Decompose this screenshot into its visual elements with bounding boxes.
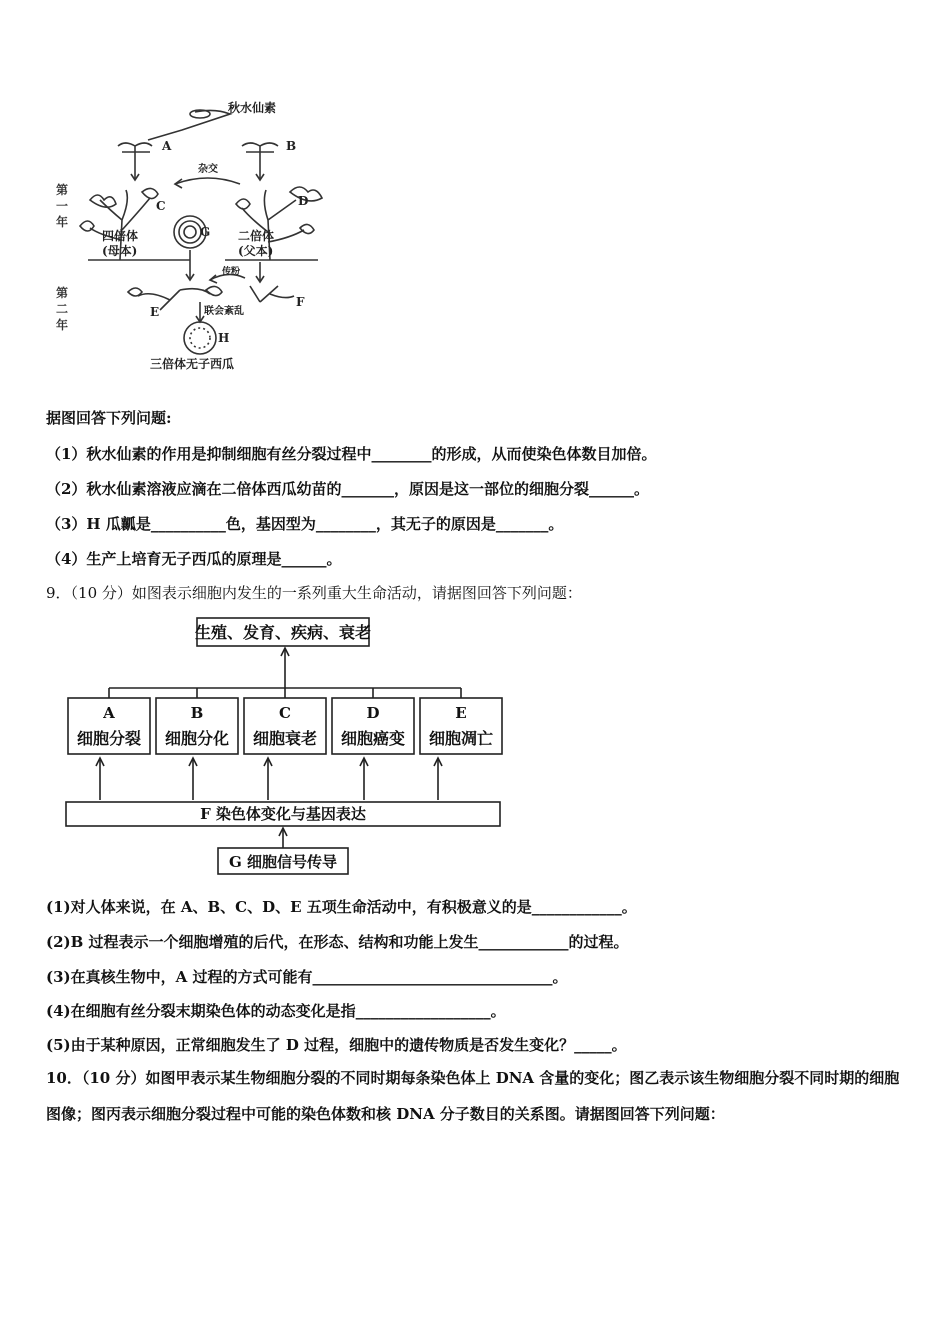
box-e-letter: E bbox=[455, 704, 467, 722]
q8-part1: （1）秋水仙素的作用是抑制细胞有丝分裂过程中________的形成，从而使染色体数目加倍。 bbox=[46, 445, 657, 463]
box-b-label: 细胞分化 bbox=[164, 729, 230, 748]
label-a: A bbox=[162, 139, 172, 153]
label-h: H bbox=[218, 331, 230, 345]
box-c-letter: C bbox=[279, 704, 291, 722]
year2-label: 第二年 bbox=[56, 286, 69, 332]
box-c-label: 细胞衰老 bbox=[252, 729, 318, 748]
box-d-letter: D bbox=[366, 704, 380, 722]
q9-sub2: (2)B 过程表示一个细胞增殖的后代，在形态、结构和功能上发生____________的过程。 bbox=[46, 933, 629, 951]
label-f: F bbox=[296, 295, 305, 309]
label-e: E bbox=[150, 305, 160, 319]
plant-f-icon bbox=[250, 286, 294, 302]
q9-sub1: (1)对人体来说，在 A、B、C、D、E 五项生命活动中，有积极意义的是____________。 bbox=[46, 898, 637, 916]
mother-label: (母本) bbox=[102, 244, 138, 258]
q9-title: 9．（10 分）如图表示细胞内发生的一系列重大生命活动，请据图回答下列问题： bbox=[46, 584, 582, 602]
tetraploid-label: 四倍体 bbox=[102, 229, 139, 243]
pollination-label: 传粉 bbox=[222, 267, 241, 277]
cell-life-activities-diagram bbox=[60, 612, 510, 877]
label-g: G bbox=[200, 225, 211, 239]
box-a-letter: A bbox=[103, 704, 115, 722]
fruit-h-icon bbox=[184, 322, 216, 354]
dropper-icon bbox=[148, 110, 230, 140]
colchicine-label: 秋水仙素 bbox=[228, 101, 277, 115]
box-d-label: 细胞癌变 bbox=[340, 729, 406, 748]
father-label: (父本) bbox=[238, 244, 274, 258]
q10-text: 10．（10 分）如图甲表示某生物细胞分裂的不同时期每条染色体上 DNA 含量的变化；图乙表示该生物细胞分裂不同时期的细胞图像；图丙表示细胞分裂过程中可能的染色体数和核 DNA 分子数目的关系图。请据图回答下列问题： bbox=[46, 1069, 900, 1123]
label-d: D bbox=[298, 194, 309, 208]
q8-part4: （4）生产上培育无子西瓜的原理是______。 bbox=[46, 550, 342, 568]
label-b: B bbox=[286, 139, 297, 153]
year1-label: 第一年 bbox=[56, 183, 69, 229]
q9-sub5: (5)由于某种原因，正常细胞发生了 D 过程，细胞中的遗传物质是否发生变化？_____。 bbox=[46, 1036, 627, 1054]
q9-sub4: (4)在细胞有丝分裂末期染色体的动态变化是指__________________。 bbox=[46, 1002, 506, 1020]
box-e-label: 细胞凋亡 bbox=[428, 729, 494, 748]
box-b-letter: B bbox=[190, 704, 204, 722]
q9-sub3: (3)在真核生物中，A 过程的方式可能有________________________________。 bbox=[46, 968, 568, 986]
triploid-label: 三倍体无子西瓜 bbox=[150, 357, 235, 371]
cross-arrow bbox=[175, 178, 240, 184]
box-g-label: G 细胞信号传导 bbox=[228, 853, 338, 871]
top-box-label: 生殖、发育、疾病、衰老 bbox=[194, 623, 372, 642]
synapsis-label: 联会紊乱 bbox=[204, 306, 244, 317]
cross-label: 杂交 bbox=[198, 164, 218, 175]
q8-intro: 据图回答下列问题: bbox=[46, 409, 172, 427]
box-a-label: 细胞分裂 bbox=[76, 729, 142, 748]
q8-part3: （3）H 瓜瓤是__________色，基因型为________，其无子的原因是_______。 bbox=[46, 515, 564, 533]
q8-part2: （2）秋水仙素溶液应滴在二倍体西瓜幼苗的_______，原因是这一部位的细胞分裂______。 bbox=[46, 480, 649, 498]
watermelon-breeding-figure bbox=[50, 100, 350, 380]
label-c: C bbox=[156, 199, 166, 213]
box-f-label: F 染色体变化与基因表达 bbox=[200, 805, 366, 823]
diploid-label: 二倍体 bbox=[238, 229, 275, 243]
